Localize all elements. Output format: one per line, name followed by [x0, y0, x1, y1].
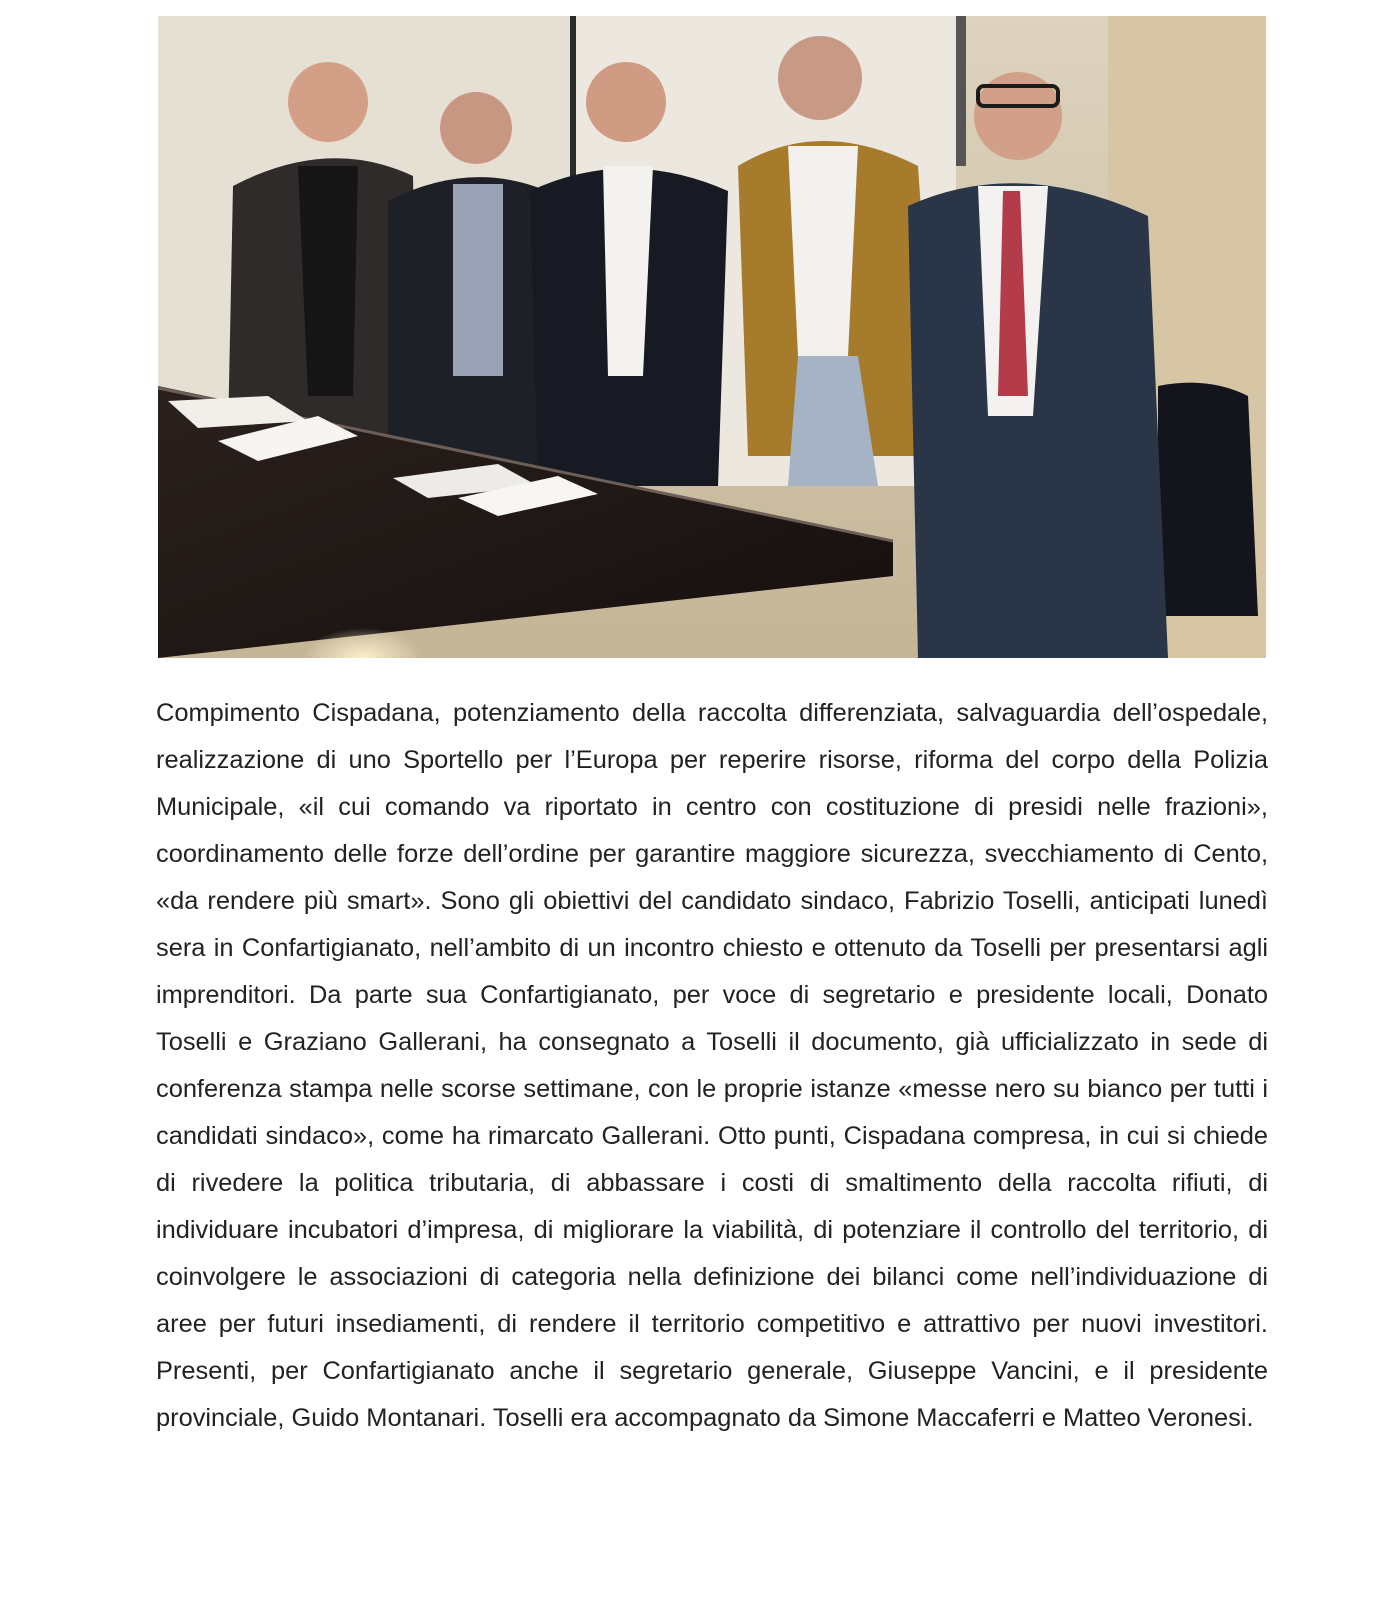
- article-body: Compimento Cispadana, potenziamento della raccolta differenziata, salvaguardia dell’ospedale, realizzazione di uno Sportello per l’Europa per reperire risorse, riforma del corpo della Polizia Municipale, «il cui comando va riportato in centro con costituzione di presidi nelle frazioni», coordinamento delle forze dell’ordine per garantire maggiore sicurezza, svecchiamento di Cento, «da rendere più smart». Sono gli obiettivi del candidato sindaco, Fabrizio Toselli, anticipati lunedì sera in Confartigianato, nell’ambito di un incontro chiesto e ottenuto da Toselli per presentarsi agli imprenditori. Da parte sua Confartigianato, per voce di segretario e presidente locali, Donato Toselli e Graziano Gallerani, ha consegnato a Toselli il documento, già ufficializzato in sede di conferenza stampa nelle scorse settimane, con le proprie istanze «messe nero su bianco per tutti i candidati sindaco», come ha rimarcato Gallerani. Otto punti, Cispadana compresa, in cui si chiede di rivedere la politica tributaria, di abbassare i costi di smaltimento della raccolta rifiuti, di individuare incubatori d’impresa, di migliorare la viabilità, di potenziare il controllo del territorio, di coinvolgere le associazioni di categoria nella definizione dei bilanci come nell’individuazione di aree per futuri insediamenti, di rendere il territorio competitivo e attrattivo per nuovi investitori. Presenti, per Confartigianato anche il segretario generale, Giuseppe Vancini, e il presidente provinciale, Guido Montanari. Toselli era accompagnato da Simone Maccaferri e Matteo Veronesi.: [156, 699, 1268, 1432]
- group-photo: [158, 16, 1266, 658]
- group-photo-icon: [158, 16, 1266, 658]
